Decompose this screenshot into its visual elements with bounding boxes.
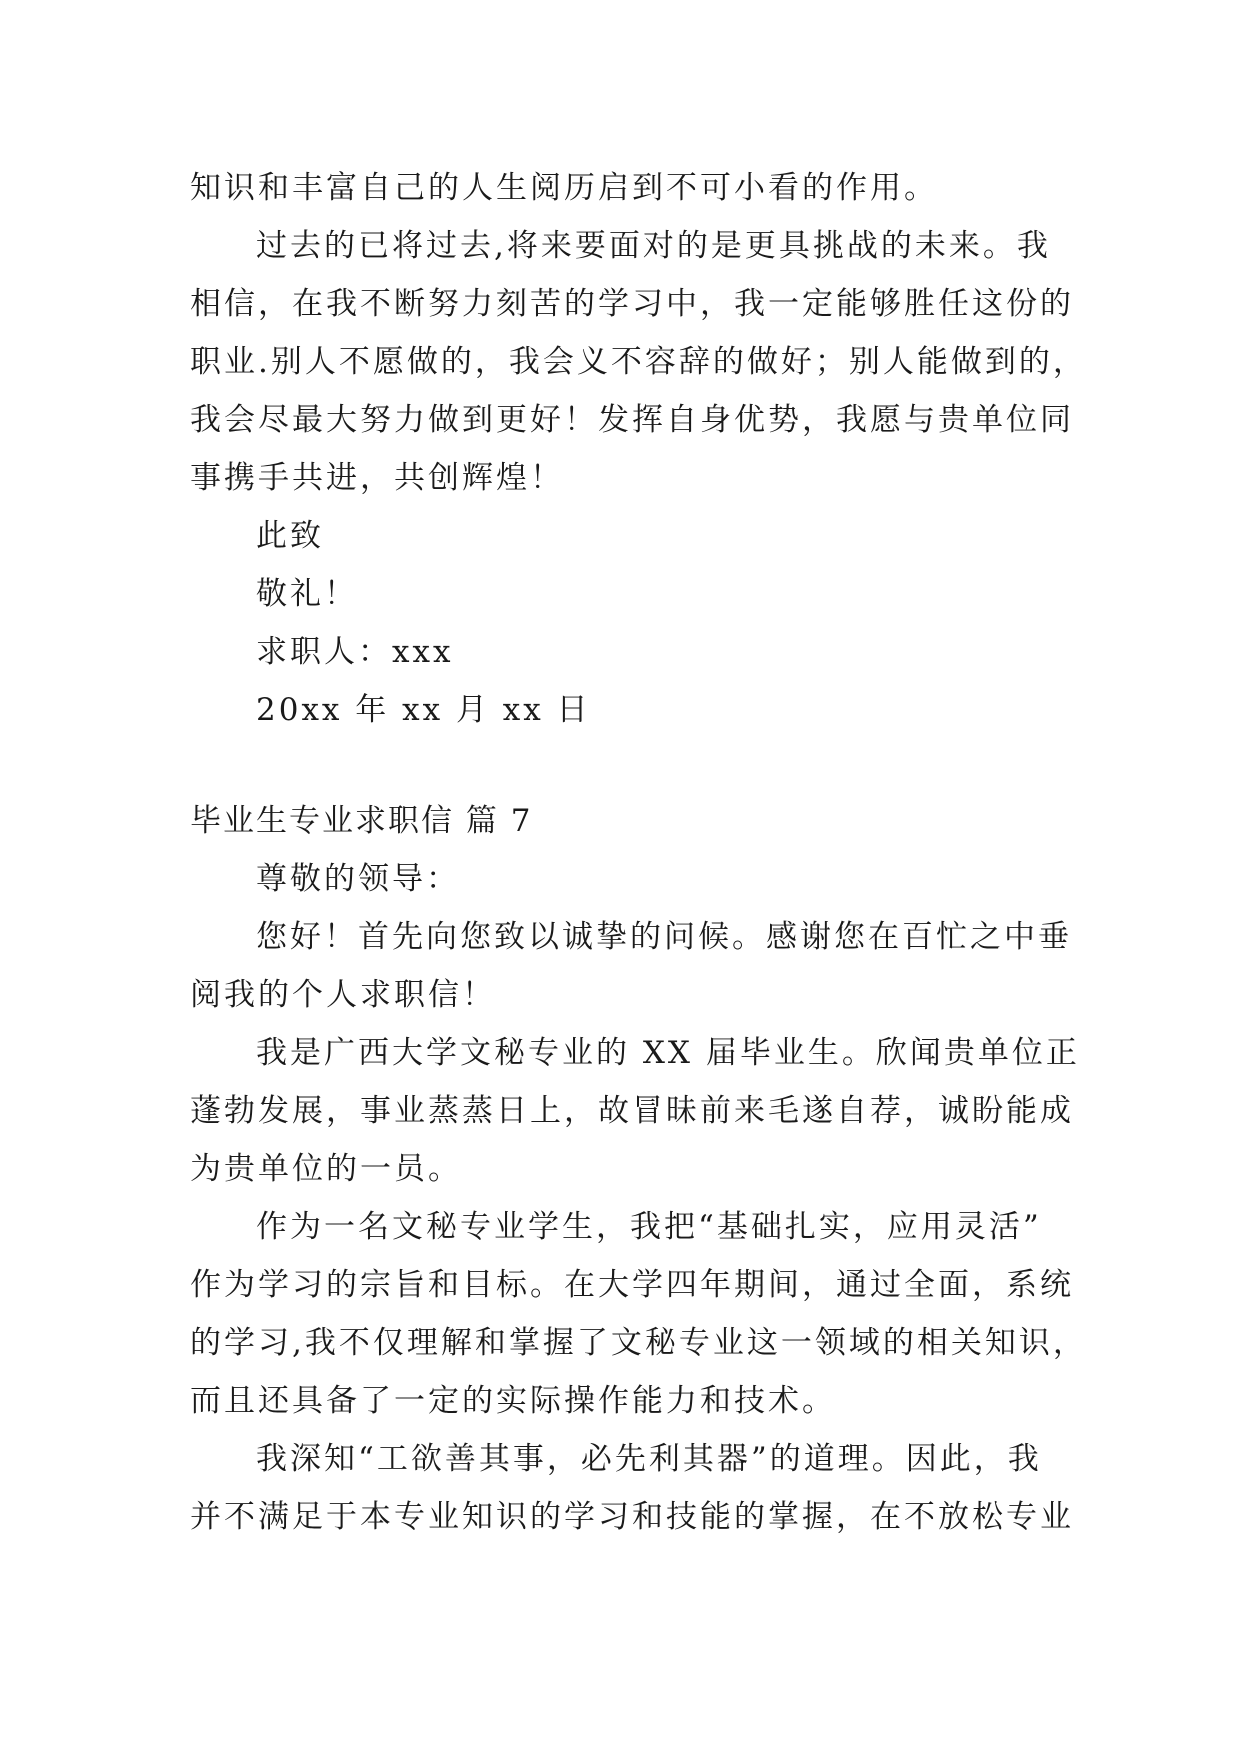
body-text-line: 为贵单位的一员。 [190, 1151, 462, 1187]
closing-salutation: 此致 [256, 518, 324, 554]
body-text-line: 知识和丰富自己的人生阅历启到不可小看的作用。 [190, 170, 938, 206]
body-text-line: 作为学习的宗旨和目标。在大学四年期间，通过全面，系统 [190, 1267, 1074, 1303]
paragraph-first-line: 您好！首先向您致以诚挚的问候。感谢您在百忙之中垂 [256, 919, 1072, 955]
body-text-line: 相信，在我不断努力刻苦的学习中，我一定能够胜任这份的 [190, 286, 1074, 322]
paragraph-first-line: 过去的已将过去,将来要面对的是更具挑战的未来。我 [256, 228, 1051, 264]
paragraph-first-line: 我是广西大学文秘专业的 XX 届毕业生。欣闻贵单位正 [256, 1035, 1080, 1071]
paragraph-first-line: 作为一名文秘专业学生，我把“基础扎实，应用灵活” [256, 1209, 1042, 1245]
applicant-signature: 求职人：xxx [256, 634, 454, 670]
body-text-line: 的学习,我不仅理解和掌握了文秘专业这一领域的相关知识， [190, 1325, 1087, 1361]
body-text-line: 阅我的个人求职信！ [190, 977, 496, 1013]
section-heading: 毕业生专业求职信 篇 7 [190, 803, 533, 839]
body-text-line: 而且还具备了一定的实际操作能力和技术。 [190, 1383, 836, 1419]
body-text-line: 事携手共进，共创辉煌！ [190, 460, 564, 496]
body-text-line: 蓬勃发展，事业蒸蒸日上，故冒昧前来毛遂自荐，诚盼能成 [190, 1093, 1074, 1129]
letter-greeting: 尊敬的领导： [256, 861, 460, 897]
body-text-line: 职业.别人不愿做的，我会义不容辞的做好；别人能做到的， [190, 344, 1087, 380]
body-text-line: 我会尽最大努力做到更好！发挥自身优势，我愿与贵单位同 [190, 402, 1074, 438]
paragraph-first-line: 我深知“工欲善其事，必先利其器”的道理。因此，我 [256, 1441, 1042, 1477]
closing-regards: 敬礼！ [256, 576, 358, 612]
letter-date: 20xx 年 xx 月 xx 日 [256, 692, 591, 728]
body-text-line: 并不满足于本专业知识的学习和技能的掌握，在不放松专业 [190, 1499, 1074, 1535]
